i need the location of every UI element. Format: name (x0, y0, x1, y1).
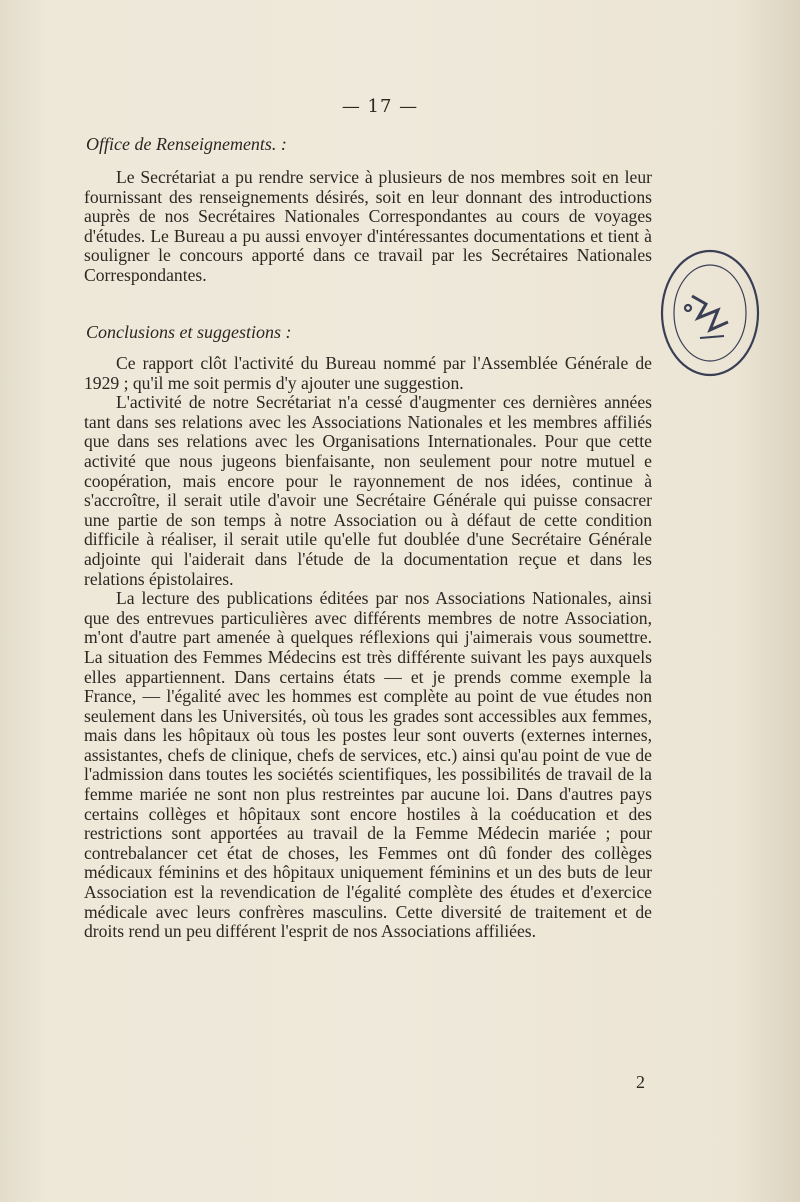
paragraph: Le Secrétariat a pu rendre service à plusieurs de nos membres soit en leur fournissant des renseignements désirés, soit en leur donnant des introductions auprès de nos Secrétaires Nationales Correspondantes au cours de voyages d'études. Le Bureau a pu aussi envoyer d'intéressantes documentations et tient à souligner le concours apporté dans ce travail par les Secrétaires Nationales Correspondantes. (84, 167, 652, 285)
library-stamp-icon (648, 238, 768, 388)
paragraph: Ce rapport clôt l'activité du Bureau nommé par l'Assemblée Générale de 1929 ; qu'il me soit permis d'y ajouter une suggestion. (84, 353, 652, 393)
section-body-conclusions (84, 354, 652, 942)
signature-number: 2 (636, 1072, 645, 1092)
section-body-office (84, 168, 652, 286)
section-heading-conclusions: Conclusions et suggestions : (86, 322, 292, 342)
paragraph: La lecture des publications éditées par nos Associations Nationales, ainsi que des entrevues particulières avec différents membres de notre Association, m'ont d'autre part amenée à quelques réflexions qui j'aimerais vous soumettre. La situation des Femmes Médecins est très différente suivant les pays auxquels elles appartiennent. Dans certains états — et je prends comme exemple la France, — l'égalité avec les hommes est complète au point de vue études non seulement dans les Universités, où tous les grades sont accessibles aux femmes, mais dans les hôpitaux où tous les postes leur sont ouverts (externes internes, assistantes, chefs de clinique, chefs de services, etc.) ainsi qu'au point de vue de l'admission dans toutes les sociétés scientifiques, les possibilités de travail de la femme mariée ne sont non plus restreintes par aucune loi. Dans d'autres pays certains collèges et hôpitaux sont encore hostiles à la coéducation et des restrictions sont apportées au travail de la Femme Médecin mariée ; pour contrebalancer cet état de choses, les Femmes ont dû fonder des collèges médicaux féminins et des hôpitaux uniquement féminins et un des buts de leur Association est la revendication de l'égalité complète des études et d'exercice médicale avec leurs confrères masculins. Cette diversité de traitement et de droits rend un peu différent l'esprit de nos Associations affiliées. (84, 588, 652, 942)
page-number: — 17 — (341, 96, 419, 117)
paragraph: L'activité de notre Secrétariat n'a cessé d'augmenter ces dernières années tant dans ses relations avec les Associations Nationales et les membres affiliés que dans ses relations avec les Organisations Internationales. Pour que cette activité que nous jugeons bienfaisante, non seulement pour notre mutuel e coopération, mais encore pour le rayonnement de nos idées, continue à s'accroître, il serait utile d'avoir une Secrétaire Générale qui puisse consacrer une partie de son temps à notre Association ou à défaut de cette condition difficile à réaliser, il serait utile qu'elle fut doublée d'une Secrétaire Générale adjointe qui l'aiderait dans l'étude de la documentation reçue et dans les relations épistolaires. (84, 392, 652, 589)
section-heading-office: Office de Renseignements. : (86, 134, 287, 154)
